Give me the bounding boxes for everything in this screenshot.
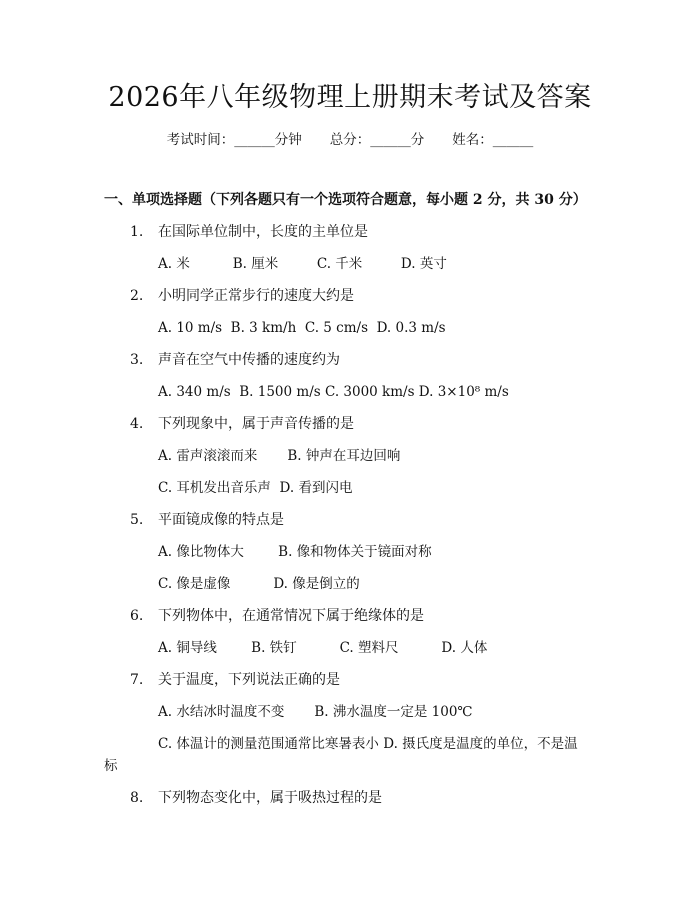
question-5-options-row2: C. 像是虚像 D. 像是倒立的 xyxy=(158,576,360,592)
question-number: 2. xyxy=(130,288,144,304)
question-text: 下列现象中，属于声音传播的是 xyxy=(158,416,354,432)
question-2 xyxy=(130,285,354,307)
question-7 xyxy=(130,669,340,691)
question-number: 3. xyxy=(130,352,144,368)
question-5 xyxy=(130,509,284,531)
page-title: 2026年八年级物理上册期末考试及答案 xyxy=(108,82,592,113)
question-text: 平面镜成像的特点是 xyxy=(158,512,284,528)
question-number: 4. xyxy=(130,416,144,432)
question-2-options: A. 10 m/s B. 3 km/h C. 5 cm/s D. 0.3 m/s xyxy=(158,320,446,336)
question-text: 在国际单位制中，长度的主单位是 xyxy=(158,224,368,240)
question-number: 8. xyxy=(130,790,144,806)
question-4-options-row1: A. 雷声滚滚而来 B. 钟声在耳边回响 xyxy=(158,448,401,464)
question-text: 关于温度，下列说法正确的是 xyxy=(158,672,340,688)
question-7-options-row1: A. 水结冰时温度不变 B. 沸水温度一定是 100℃ xyxy=(158,704,473,720)
question-1-options: A. 米 B. 厘米 C. 千米 D. 英寸 xyxy=(158,256,447,272)
question-number: 5. xyxy=(130,512,144,528)
section-heading: 一、单项选择题（下列各题只有一个选项符合题意，每小题 2 分，共 30 分） xyxy=(104,192,587,208)
exam-score: 总分：______分 xyxy=(329,132,425,148)
question-number: 1. xyxy=(130,224,144,240)
question-5-options-row1: A. 像比物体大 B. 像和物体关于镜面对称 xyxy=(158,544,432,560)
question-4 xyxy=(130,413,354,435)
question-6-options: A. 铜导线 B. 铁钉 C. 塑料尺 D. 人体 xyxy=(158,640,488,656)
question-1 xyxy=(130,221,368,243)
question-3 xyxy=(130,349,340,371)
question-8 xyxy=(130,787,382,809)
question-text: 下列物态变化中，属于吸热过程的是 xyxy=(158,790,382,806)
exam-meta xyxy=(0,130,700,150)
question-4-options-row2: C. 耳机发出音乐声 D. 看到闪电 xyxy=(158,480,353,496)
question-3-options: A. 340 m/s B. 1500 m/s C. 3000 km/s D. 3×10⁸ m/s xyxy=(158,384,509,400)
question-6 xyxy=(130,605,424,627)
question-number: 7. xyxy=(130,672,144,688)
question-7-options-row2: C. 体温计的测量范围通常比寒暑表小 D. 摄氏度是温度的单位，不是温 xyxy=(158,736,578,752)
question-7-options-wrap: 标 xyxy=(104,758,118,774)
question-text: 下列物体中，在通常情况下属于绝缘体的是 xyxy=(158,608,424,624)
question-text: 声音在空气中传播的速度约为 xyxy=(158,352,340,368)
exam-time: 考试时间：______分钟 xyxy=(166,132,302,148)
exam-name: 姓名：______ xyxy=(452,132,534,148)
question-text: 小明同学正常步行的速度大约是 xyxy=(158,288,354,304)
question-number: 6. xyxy=(130,608,144,624)
